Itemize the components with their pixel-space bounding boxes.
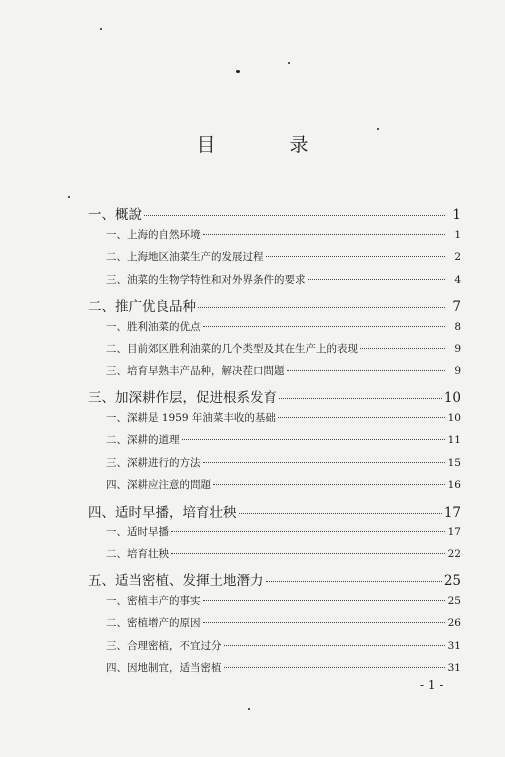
- toc-page-number: 11: [447, 434, 461, 446]
- toc-entry-label: 二、密植增产的原因: [106, 617, 201, 629]
- toc-page-number: 25: [447, 595, 461, 607]
- leader-dots: [360, 348, 445, 349]
- scan-speck: [377, 128, 379, 130]
- toc-entry-label: 三、培育早熟丰产品种，解决茬口問題: [106, 365, 285, 377]
- toc-page-number: 1: [452, 207, 461, 223]
- toc-chapter-row: [88, 569, 461, 589]
- leader-dots: [308, 279, 446, 280]
- toc-section-row: [88, 546, 461, 561]
- leader-dots: [198, 307, 445, 308]
- toc-page-number: 22: [447, 548, 461, 560]
- leader-dots: [224, 667, 446, 668]
- leader-dots: [203, 462, 446, 463]
- leader-dots: [278, 417, 445, 418]
- toc-entry-label: 五、适当密植、发揮土地潛力: [88, 573, 264, 589]
- toc-entry-label: 一、密植丰产的事实: [106, 595, 201, 607]
- toc-entry-label: 三、深耕进行的方法: [106, 457, 201, 469]
- toc-page-number: 10: [443, 390, 461, 406]
- leader-dots: [203, 234, 446, 235]
- leader-dots: [171, 553, 445, 554]
- toc-section-row: [88, 615, 461, 630]
- toc-page-number: 31: [447, 640, 461, 652]
- scan-speck: [236, 70, 240, 73]
- leader-dots: [266, 581, 442, 582]
- toc-section-row: [88, 319, 461, 334]
- toc-entry-label: 一、上海的自然环境: [106, 229, 201, 241]
- toc-page-number: 4: [454, 274, 461, 286]
- leader-dots: [144, 215, 445, 216]
- toc-section-row: [88, 638, 461, 653]
- toc-page-number: 17: [447, 526, 461, 538]
- toc-page-number: 17: [443, 505, 461, 521]
- toc-section-row: [88, 410, 461, 425]
- scan-speck: [68, 196, 70, 198]
- leader-dots: [203, 326, 446, 327]
- toc-entry-label: 二、培育壮秧: [106, 548, 169, 560]
- toc-entry-label: 四、深耕应注意的問題: [106, 479, 211, 491]
- toc-entry-label: 二、目前郊区胜利油菜的几个类型及其在生产上的表现: [106, 343, 358, 355]
- toc-section-row: [88, 227, 461, 242]
- toc-entry-label: 四、因地制宜，适当密植: [106, 662, 222, 674]
- toc-section-row: [88, 593, 461, 608]
- toc-section-row: [88, 272, 461, 287]
- toc-page-number: 7: [452, 299, 461, 315]
- page-number-footer: - 1 -: [420, 678, 444, 692]
- toc-section-row: [88, 249, 461, 264]
- toc-section-row: [88, 477, 461, 492]
- leader-dots: [224, 645, 446, 646]
- leader-dots: [171, 531, 445, 532]
- toc-section-row: [88, 524, 461, 539]
- toc-chapter-row: [88, 386, 461, 406]
- toc-section-row: [88, 455, 461, 470]
- leader-dots: [287, 370, 446, 371]
- toc-page-number: 31: [447, 662, 461, 674]
- leader-dots: [203, 600, 446, 601]
- scan-speck: [100, 28, 102, 30]
- toc-entry-label: 三、合理密植，不宜过分: [106, 640, 222, 652]
- leader-dots: [239, 513, 442, 514]
- toc-entry-label: 一、胜利油菜的优点: [106, 321, 201, 333]
- toc-entry-label: 一、概說: [88, 207, 142, 223]
- toc-page-number: 1: [454, 229, 461, 241]
- toc-page-number: 10: [447, 412, 461, 424]
- toc-entry-label: 三、加深耕作层，促进根系发育: [88, 390, 277, 406]
- toc-chapter-row: [88, 203, 461, 223]
- toc-page-number: 9: [454, 343, 461, 355]
- toc-entry-label: 三、油菜的生物学特性和对外界条件的要求: [106, 274, 306, 286]
- toc-section-row: [88, 432, 461, 447]
- toc-page-number: 26: [447, 617, 461, 629]
- leader-dots: [182, 439, 446, 440]
- toc-section-row: [88, 341, 461, 356]
- toc-entry-label: 一、适时早播: [106, 526, 169, 538]
- scan-speck: [248, 708, 250, 710]
- scan-speck: [288, 62, 290, 64]
- toc-entry-label: 二、上海地区油菜生产的发展过程: [106, 251, 264, 263]
- toc-page-number: 15: [447, 457, 461, 469]
- toc-entry-label: 四、适时早播，培育壮秧: [88, 505, 237, 521]
- toc-section-row: [88, 660, 461, 675]
- toc-entry-label: 二、深耕的道理: [106, 434, 180, 446]
- toc-page-number: 2: [454, 251, 461, 263]
- toc-chapter-row: [88, 501, 461, 521]
- toc-page-number: 25: [443, 573, 461, 589]
- toc-entry-label: 二、推广优良品种: [88, 299, 196, 315]
- toc-entry-label: 一、深耕是 1959 年油菜丰收的基础: [106, 412, 276, 424]
- toc-page-number: 8: [454, 321, 461, 333]
- leader-dots: [213, 484, 445, 485]
- toc-section-row: [88, 363, 461, 378]
- toc-page-number: 16: [447, 479, 461, 491]
- leader-dots: [266, 256, 446, 257]
- leader-dots: [203, 622, 446, 623]
- page-title: 目 录: [196, 134, 343, 156]
- toc-chapter-row: [88, 295, 461, 315]
- toc-page-number: 9: [454, 365, 461, 377]
- leader-dots: [279, 398, 442, 399]
